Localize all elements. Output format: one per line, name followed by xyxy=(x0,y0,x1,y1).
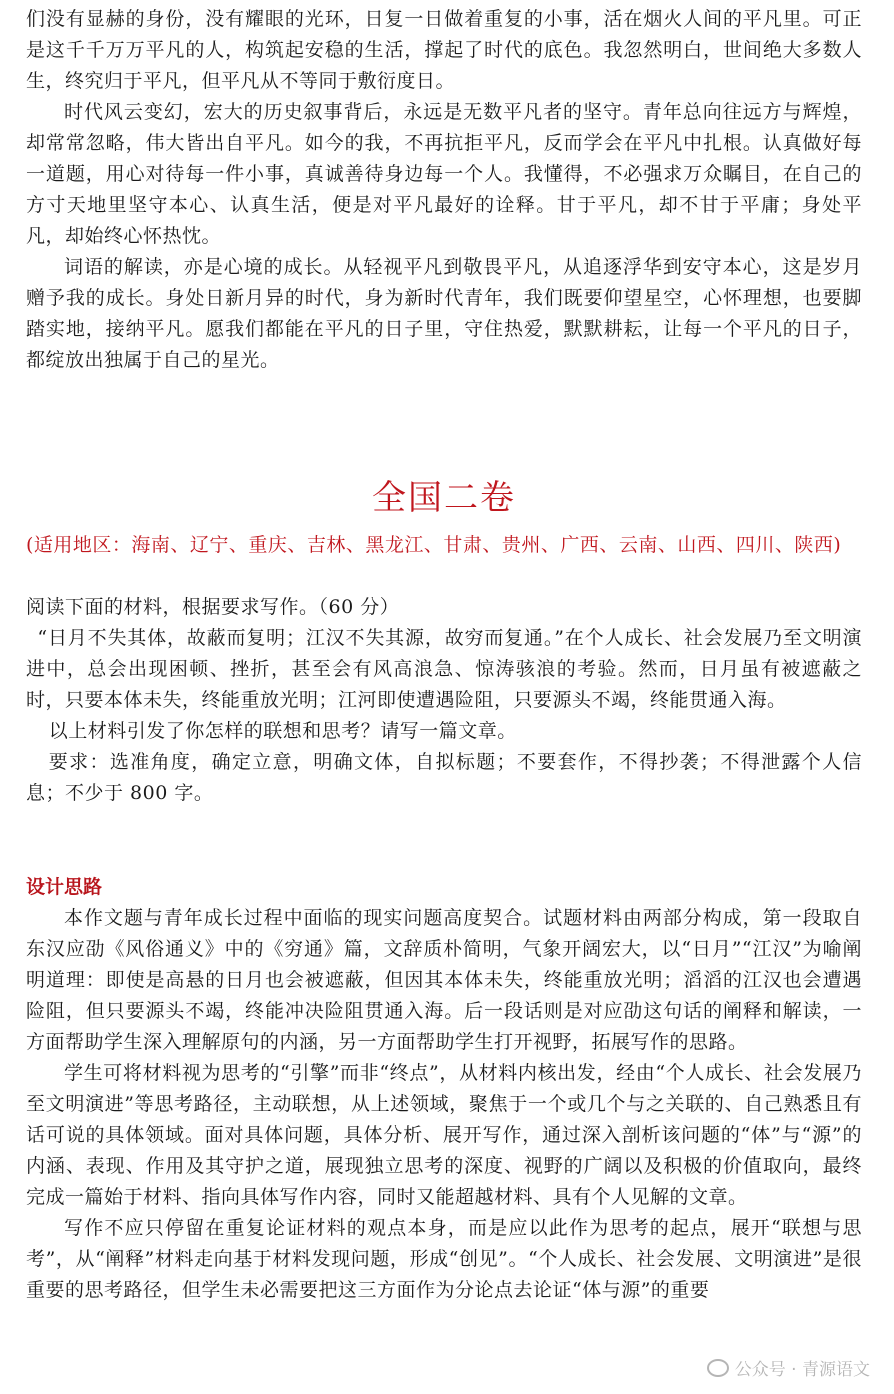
design-paragraph: 学生可将材料视为思考的“引擎”而非“终点”，从材料内核出发，经由“个人成长、社会发展乃至文明演进”等思考路径，主动联想，从上述领域，聚焦于一个或几个与之关联的、自己熟悉且有话可说的具体领域。面对具体问题，具体分析、展开写作，通过深入剖析该问题的“体”与“源”的内涵、表现、作用及其守护之道，展现独立思考的深度、视野的广阔以及积极的价值取向，最终完成一篇始于材料、指向具体写作内容，同时又能超越材料、具有个人见解的文章。 xyxy=(26,1062,862,1208)
design-heading: 设计思路 xyxy=(26,876,103,898)
applicable-regions: (适用地区：海南、辽宁、重庆、吉林、黑龙江、甘肃、贵州、广西、云南、山西、四川、陕西) xyxy=(26,534,842,556)
essay-paragraph: 们没有显赫的身份，没有耀眼的光环，日复一日做着重复的小事，活在烟火人间的平凡里。可正是这千千万万平凡的人，构筑起安稳的生活，撑起了时代的底色。我忽然明白，世间绝大多数人生，终究归于平凡，但平凡从不等同于敷衍度日。 xyxy=(26,8,862,92)
essay-paragraph: 词语的解读，亦是心境的成长。从轻视平凡到敬畏平凡，从追逐浮华到安守本心，这是岁月赠予我的成长。身处日新月异的时代，身为新时代青年，我们既要仰望星空，心怀理想，也要脚踏实地，接纳平凡。愿我们都能在平凡的日子里，守住热爱，默默耕耘，让每一个平凡的日子，都绽放出独属于自己的星光。 xyxy=(26,256,862,371)
writing-prompt xyxy=(26,592,862,809)
essay-paragraph: 时代风云变幻，宏大的历史叙事背后，永远是无数平凡者的坚守。青年总向往远方与辉煌，却常常忽略，伟大皆出自平凡。如今的我，不再抗拒平凡，反而学会在平凡中扎根。认真做好每一道题，用心对待每一件小事，真诚善待身边每一个人。我懂得，不必强求万众瞩目，在自己的方寸天地里坚守本心、认真生活，便是对平凡最好的诠释。甘于平凡，却不甘于平庸；身处平凡，却始终心怀热忱。 xyxy=(26,101,862,247)
watermark-text: 公众号 · 青源语文 xyxy=(734,1360,870,1380)
prompt-instruction: 阅读下面的材料，根据要求写作。（60 分） xyxy=(26,596,400,618)
design-section xyxy=(26,903,862,1306)
prompt-material: “日月不失其体，故蔽而复明；江汉不失其源，故穷而复通。”在个人成长、社会发展乃至文明演进中，总会出现困顿、挫折，甚至会有风高浪急、惊涛骇浪的考验。然而，日月虽有被遮蔽之时，只要本体未失，终能重放光明；江河即使遭遇险阻，只要源头不竭，终能贯通入海。 xyxy=(26,627,862,711)
design-paragraph: 写作不应只停留在重复论证材料的观点本身，而是应以此作为思考的起点，展开“联想与思考”，从“阐释”材料走向基于材料发现问题，形成“创见”。“个人成长、社会发展、文明演进”是很重要的思考路径，但学生未必需要把这三方面作为分论点去论证“体与源”的重要 xyxy=(26,1217,862,1301)
watermark xyxy=(707,1355,870,1380)
design-paragraph: 本作文题与青年成长过程中面临的现实问题高度契合。试题材料由两部分构成，第一段取自东汉应劭《风俗通义》中的《穷通》篇，文辞质朴简明，气象开阔宏大，以“日月”“江汉”为喻阐明道理：即使是高悬的日月也会被遮蔽，但因其本体未失，终能重放光明；滔滔的江汉也会遭遇险阻，但只要源头不竭，终能冲决险阻贯通入海。后一段话则是对应劭这句话的阐释和解读，一方面帮助学生深入理解原句的内涵，另一方面帮助学生打开视野，拓展写作的思路。 xyxy=(26,907,862,1053)
prompt-question: 以上材料引发了你怎样的联想和思考？请写一篇文章。 xyxy=(48,720,517,742)
wechat-icon xyxy=(707,1359,729,1377)
prompt-requirements: 要求：选准角度，确定立意，明确文体，自拟标题；不要套作，不得抄袭；不得泄露个人信息；不少于 800 字。 xyxy=(26,751,862,804)
essay-excerpt xyxy=(26,4,862,376)
section-title: 全国二卷 xyxy=(372,478,516,518)
